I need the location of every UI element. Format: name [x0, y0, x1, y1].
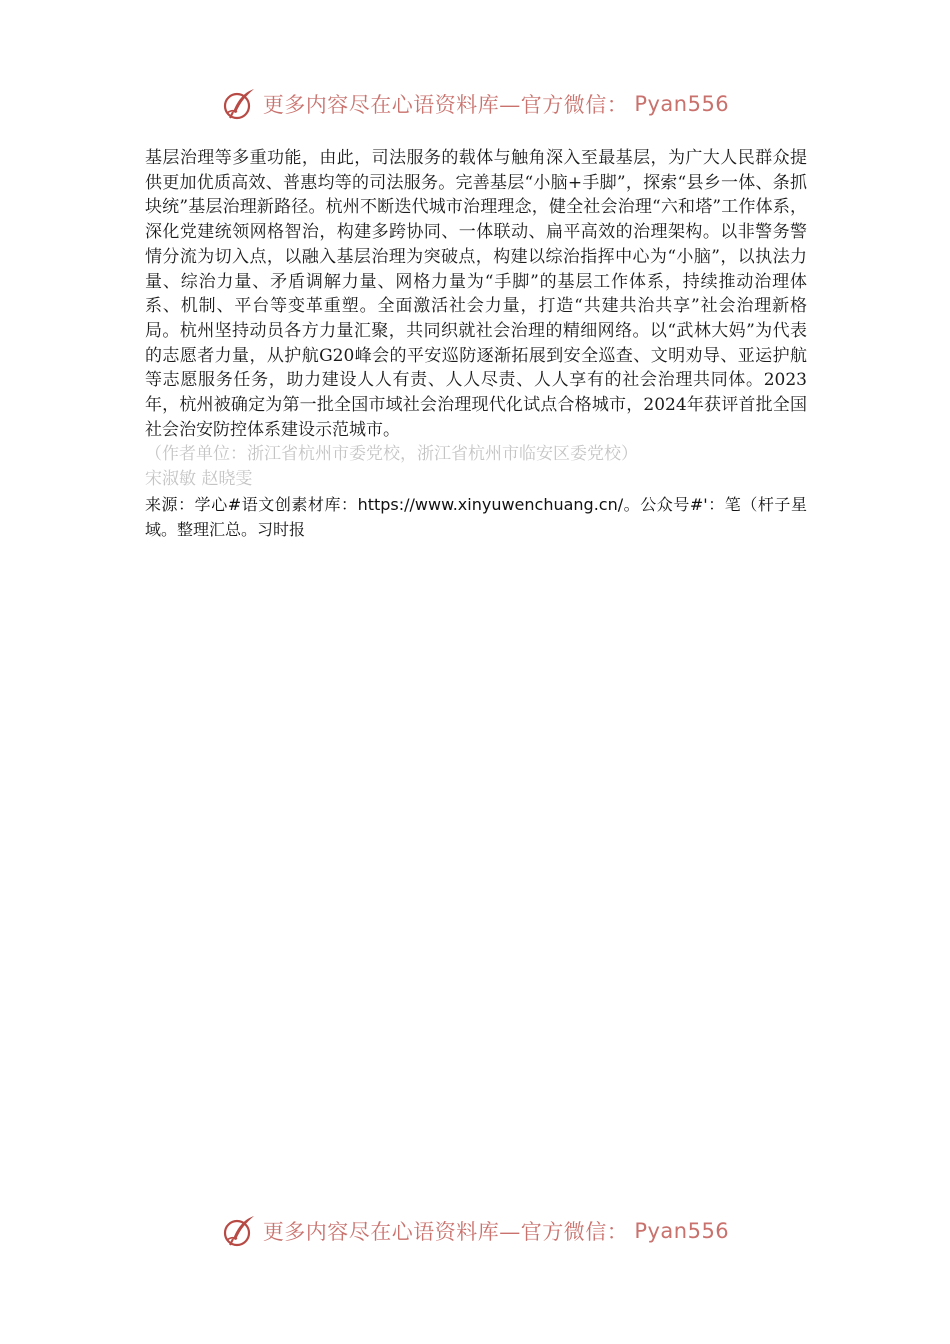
footer-banner — [0, 1211, 950, 1251]
banner-wechat-id: Pyan556 — [634, 92, 730, 116]
quill-pen-logo-icon — [221, 1213, 257, 1249]
header-banner — [0, 84, 950, 124]
author-names: 宋淑敏 赵晓雯 — [145, 469, 253, 490]
article-body — [145, 146, 807, 542]
article-paragraph: 基层治理等多重功能，由此，司法服务的载体与触角深入至最基层，为广大人民群众提供更加优质高效、普惠均等的司法服务。完善基层“小脑+手脚”，探索“县乡一体、条抓块统”基层治理新路径。杭州不断迭代城市治理理念，健全社会治理“六和塔”工作体系，深化党建统领网格智治，构建多跨协同、一体联动、扁平高效的治理架构。以非警务警情分流为切入点，以融入基层治理为突破点，构建以综治指挥中心为“小脑”，以执法力量、综治力量、矛盾调解力量、网格力量为“手脚”的基层工作体系，持续推动治理体系、机制、平台等变革重塑。全面激活社会力量，打造“共建共治共享”社会治理新格局。杭州坚持动员各方力量汇聚，共同织就社会治理的精细网络。以“武林大妈”为代表的志愿者力量，从护航G20峰会的平安巡防逐渐拓展到安全巡查、文明劝导、亚运护航等志愿服务任务，助力建设人人有责、人人尽责、人人享有的社会治理共同体。2023年，杭州被确定为第一批全国市域社会治理现代化试点合格城市，2024年获评首批全国社会治安防控体系建设示范城市。 — [145, 148, 807, 440]
author-unit: （作者单位：浙江省杭州市委党校，浙江省杭州市临安区委党校） — [145, 444, 638, 465]
source-note: 来源：学心#语文创素材库：https://www.xinyuwenchuang.cn/。公众号#'：笔（杆子星域。整理汇总。习时报 — [145, 494, 807, 539]
quill-pen-logo-icon — [221, 86, 257, 122]
banner-wechat-id: Pyan556 — [634, 1219, 730, 1243]
banner-text: 更多内容尽在心语资料库—官方微信： — [262, 93, 629, 117]
banner-text: 更多内容尽在心语资料库—官方微信： — [262, 1220, 629, 1244]
